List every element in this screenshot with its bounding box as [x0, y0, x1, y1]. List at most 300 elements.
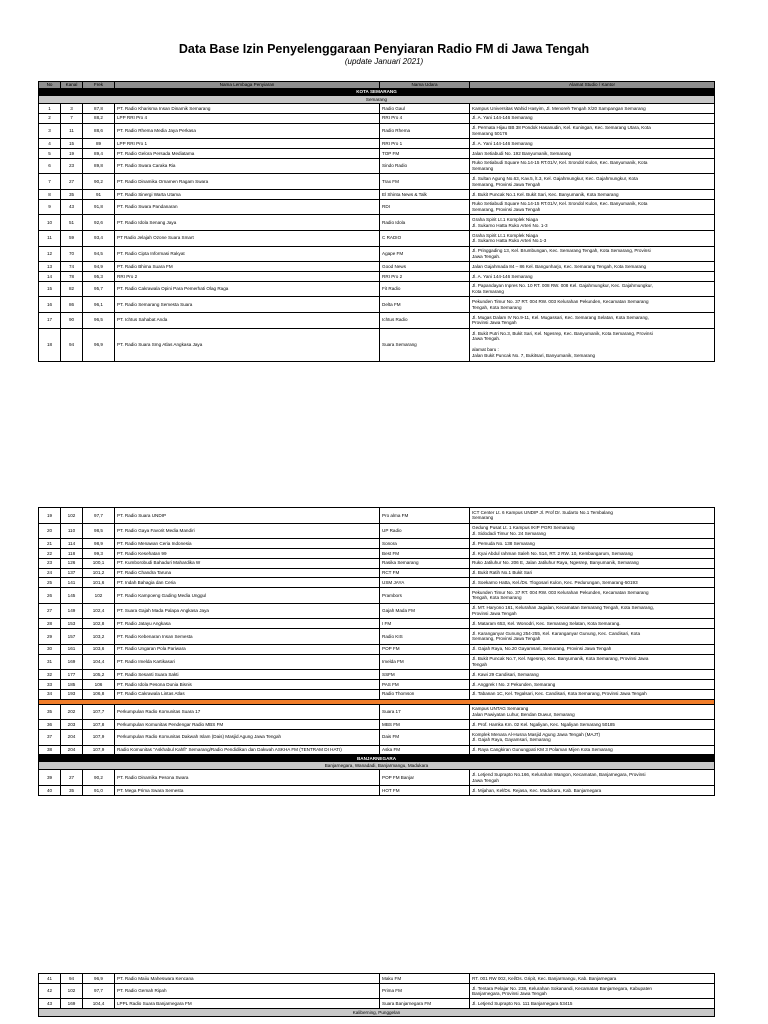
- address-line: Jl. MT. Haryono 161, Kelurahan Jagalan, Kecamatan Semarang Tengah, Kota Semarang,: [472, 605, 654, 611]
- cell-no: 21: [39, 539, 61, 549]
- address-line: Pekunden Timur No. 37 RT. 004 RW. 003 Kelurahan Pekunden, Kecamatan Semarang: [472, 589, 649, 595]
- cell-udara: Gajah Mada FM: [380, 603, 470, 619]
- table-row: [39, 974, 715, 984]
- address-line: Tengah, Kota Semarang: [472, 595, 522, 601]
- cell-udara: Ichtus Radio: [380, 312, 470, 328]
- address-line: Banjarnegara, Provinsi Jawa Tengah: [472, 991, 547, 997]
- cell-udara: RCT FM: [380, 568, 470, 578]
- cell-frek: 96,9: [83, 974, 115, 984]
- address-line: Jl. Kyai Abdul rahman Saleh No. 514, RT. 2 RW. 10, Kembangarum, Semarang: [472, 550, 633, 556]
- address-line: ICT Center Lt. 6 Kampus UNDIP Jl. Prof Dr. Sudarto No.1 Tembalang: [472, 509, 613, 515]
- cell-udara: Trax FM: [380, 174, 470, 190]
- cell-kanal: 149: [61, 603, 83, 619]
- cell-kanal: 86: [61, 297, 83, 313]
- address-line: Semarang, Provinsi Jawa Tengah: [472, 207, 541, 213]
- cell-nama: PT. Radio Ungaran Pola Pariwara: [115, 644, 380, 654]
- address-line: Semarang: [472, 166, 494, 172]
- table-row: [39, 548, 715, 558]
- address-line: Ruko Jatiluhur No. 206 E, Jalan Jatiluhur Raya, Ngesrep, Banyumanik, Semarang: [472, 560, 639, 566]
- cell-no: 8: [39, 189, 61, 199]
- address-line: Jl. Pemuda No. 138 Semarang: [472, 540, 535, 546]
- table-row: [39, 729, 715, 745]
- cell-nama: LPP RRI Pro 1: [115, 139, 380, 149]
- cell-frek: 93,4: [83, 230, 115, 246]
- table-row: [39, 199, 715, 215]
- address-line: Jl. Mijahan, Kel/Ds. Rejasa, Kec. Madukara, Kab. Banjarnegara: [472, 787, 602, 793]
- cell-nama: LPP RRI Pro 4: [115, 113, 380, 123]
- cell-udara: Good News: [380, 262, 470, 272]
- cell-udara: Radio Idola: [380, 215, 470, 231]
- section-row: [39, 89, 715, 96]
- table-row: [39, 215, 715, 231]
- address-line: Jawa Tengah.: [472, 253, 501, 259]
- cell-alamat: [470, 262, 715, 272]
- cell-frek: 102: [83, 588, 115, 604]
- cell-no: 20: [39, 523, 61, 539]
- address-line: Graha Spirit Lt.1 Komplek Niaga: [472, 217, 538, 223]
- address-line: Tengah, Kota Semarang: [472, 304, 522, 310]
- address-line: Jawa Tengah: [472, 777, 499, 783]
- address-line: Jl. Karanganyar Gunung 254-255, Kel. Karanganyar Gunung, Kec. Candisari, Kota: [472, 630, 641, 636]
- cell-nama: PT. Radio Swara Caraka Ria: [115, 158, 380, 174]
- table-row: [39, 654, 715, 670]
- cell-nama: PT. Radio Swara Pandanaran: [115, 199, 380, 215]
- cell-udara: Prima FM: [380, 983, 470, 999]
- cell-no: 14: [39, 271, 61, 281]
- cell-kanal: 202: [61, 704, 83, 720]
- address-line: Jl. A. Yani 144-146 Semarang: [472, 115, 533, 121]
- cell-frek: 88,2: [83, 113, 115, 123]
- cell-nama: PT. Radio Sesanti Suara Sakti: [115, 670, 380, 680]
- cell-frek: 102,8: [83, 619, 115, 629]
- address-line: Kampus Universitas Wahid Hasyim, Jl. Menoreh Tengah X/20 Sampangan Semarang: [472, 105, 646, 111]
- cell-alamat: [470, 770, 715, 786]
- address-line: Pekunden Timur No. 37 RT. 004 RW. 003 Kelurahan Pekunden, Kecamatan Semarang: [472, 299, 649, 305]
- cell-no: 1: [39, 104, 61, 114]
- cell-nama: PT. Radio Gemah Ripah: [115, 983, 380, 999]
- cell-kanal: 141: [61, 578, 83, 588]
- cell-frek: 96,9: [83, 328, 115, 361]
- cell-no: 29: [39, 629, 61, 645]
- address-line: Graha Spirit Lt.1 Komplek Niaga: [472, 232, 538, 238]
- cell-alamat: [470, 113, 715, 123]
- subsection-title: Semarang: [39, 96, 715, 104]
- cell-no: 39: [39, 770, 61, 786]
- address-line: Jl. Letjend Suprapto No. 111 Banjarnegara 53415: [472, 1000, 573, 1006]
- cell-frek: 97,7: [83, 508, 115, 524]
- cell-frek: 98,9: [83, 539, 115, 549]
- cell-no: 19: [39, 508, 61, 524]
- cell-nama: PT. Radio Idola Pesona Dunia Bisnis: [115, 679, 380, 689]
- cell-kanal: 27: [61, 770, 83, 786]
- cell-kanal: 102: [61, 983, 83, 999]
- cell-nama: PT. Suara Gajah Mada Palapa Angkasa Jaya: [115, 603, 380, 619]
- address-line: Jl. Bukit Ratih No.1 Bukit Sari: [472, 570, 532, 576]
- table-row: [39, 745, 715, 755]
- cell-kanal: 43: [61, 199, 83, 215]
- cell-nama: PT. Radio Suara UNDIP: [115, 508, 380, 524]
- cell-alamat: [470, 983, 715, 999]
- address-line: Semarang 50176: [472, 130, 508, 136]
- address-line: Jl. Bukit Putri No.3, Bukit Sari, Kel. Ngesrep, Kec. Banyumanik, Kota Semarang, Provinsi: [472, 330, 653, 336]
- cell-udara: El Shinta News & Talk: [380, 189, 470, 199]
- cell-kanal: 90: [61, 312, 83, 328]
- cell-frek: 95,3: [83, 271, 115, 281]
- section-title: KOTA SEMARANG: [39, 89, 715, 96]
- table-row: [39, 262, 715, 272]
- cell-no: 3: [39, 123, 61, 139]
- cell-alamat: [470, 629, 715, 645]
- address-line: Jl. Letjend Suprapto No.166, Kelurahan Wangon, Kecamatan, Banjarnegara, Provinsi: [472, 772, 646, 778]
- cell-kanal: 169: [61, 654, 83, 670]
- cell-nama: PT. Radio Cakrawala Opini Para Pemerhati Olag Raga: [115, 281, 380, 297]
- cell-nama: PT. Radio Jatayu Angkasa: [115, 619, 380, 629]
- cell-alamat: [470, 689, 715, 699]
- address-line: Jl. Sukarno Hatta Ruko Arteri No.1-3: [472, 238, 547, 244]
- address-line: Jl. Permata Hijau BB 38 Pondok Hasanudin, Kel. Kuningan, Kec. Semarang Utara, Kota: [472, 125, 651, 131]
- cell-no: 17: [39, 312, 61, 328]
- cell-no: 15: [39, 281, 61, 297]
- cell-kanal: 35: [61, 785, 83, 795]
- cell-udara: Suara Semarang: [380, 328, 470, 361]
- cell-no: 16: [39, 297, 61, 313]
- table-row: [39, 644, 715, 654]
- table-row: [39, 619, 715, 629]
- table-row: [39, 281, 715, 297]
- cell-nama: PT. Indah Bahagia dan Ceria: [115, 578, 380, 588]
- address-line: Jl. Anggrek I No. 2 Pekunden, Semarang: [472, 681, 556, 687]
- address-line: Jl. Sukarno Hatta Ruko Arteri No. 1-3: [472, 222, 548, 228]
- cell-udara: SSFM: [380, 670, 470, 680]
- address-line: Jl. Tentara Pelajar No. 238, Kelurahan Sokanandi, Kecamatan Banjarnegara, Kabupaten: [472, 985, 652, 991]
- cell-alamat: [470, 281, 715, 297]
- address-line: Provinsi Jawa Tengah: [472, 611, 517, 617]
- cell-udara: TOP FM: [380, 148, 470, 158]
- cell-udara: Agape FM: [380, 246, 470, 262]
- table-row: [39, 312, 715, 328]
- section-title: BANJARNEGARA: [39, 755, 715, 762]
- cell-nama: PT. Radio Dinamika Ornamen Ragam Swara: [115, 174, 380, 190]
- cell-udara: RRI Pro 4: [380, 113, 470, 123]
- cell-kanal: 110: [61, 523, 83, 539]
- cell-no: 41: [39, 974, 61, 984]
- address-line: Kampus UNTAG Semarang: [472, 706, 529, 712]
- subsection-title: Banjarnegara, Wanadadi, Banjarmangu, Madukara: [39, 762, 715, 770]
- cell-no: 18: [39, 328, 61, 361]
- cell-frek: 97,7: [83, 983, 115, 999]
- cell-alamat: [470, 139, 715, 149]
- cell-alamat: [470, 539, 715, 549]
- cell-nama: PT. Radio Menawan Ceria Indonesia: [115, 539, 380, 549]
- cell-udara: Aska FM: [380, 745, 470, 755]
- table-row: [39, 297, 715, 313]
- cell-kanal: 19: [61, 148, 83, 158]
- subsection-title: Kaliberning, Punggelan: [39, 1009, 715, 1017]
- cell-no: 33: [39, 679, 61, 689]
- cell-kanal: 185: [61, 679, 83, 689]
- section-row: [39, 755, 715, 762]
- address-line: Jalan Bukit Puncak No. 7, Bukitsari, Banyumanik, Semarang: [472, 352, 596, 358]
- table-row: [39, 271, 715, 281]
- address-line: Jl. Sidodadi Timur No. 24 Semarang: [472, 530, 546, 536]
- cell-nama: PT. Radio Dinamika Pesona Swara: [115, 770, 380, 786]
- cell-kanal: 82: [61, 281, 83, 297]
- cell-kanal: 137: [61, 568, 83, 578]
- table-row: [39, 148, 715, 158]
- cell-alamat: [470, 974, 715, 984]
- cell-frek: 91: [83, 189, 115, 199]
- cell-udara: Sindo Radio: [380, 158, 470, 174]
- cell-udara: Fit Radio: [380, 281, 470, 297]
- cell-alamat: [470, 720, 715, 730]
- cell-no: 32: [39, 670, 61, 680]
- cell-udara: Imelda FM: [380, 654, 470, 670]
- address-line: Jl. Soekarno Hatta, Kel./Ds. Tlogosari Kulon, Kec. Pedurungan, Semarang-50193: [472, 579, 638, 585]
- cell-nama: LPPL Radio Suara Banjarnegara FM: [115, 999, 380, 1009]
- cell-alamat: [470, 230, 715, 246]
- cell-alamat: [470, 999, 715, 1009]
- cell-no: 12: [39, 246, 61, 262]
- cell-nama: PT Radio Jelajah Ozone Suara Smart: [115, 230, 380, 246]
- cell-frek: 91,8: [83, 199, 115, 215]
- cell-frek: 92,6: [83, 215, 115, 231]
- cell-udara: PAS FM: [380, 679, 470, 689]
- cell-frek: 95,7: [83, 281, 115, 297]
- address-line: Provinsi Jawa Tengah: [472, 320, 517, 326]
- address-line: Ruko Setiabudi Square No.14-15 RT.01/V, Kel. Srondol Kulon, Kec. Banyumanik, Kota: [472, 160, 648, 166]
- cell-udara: Sonora: [380, 539, 470, 549]
- cell-frek: 90,2: [83, 174, 115, 190]
- cell-frek: 96,1: [83, 297, 115, 313]
- address-line: Jl. Sultan Agung No.63, Kav.5, lt.3, Kel. Gajahmungkur, Kec. Gajahmungkur, Kota: [472, 176, 638, 182]
- cell-alamat: [470, 603, 715, 619]
- table-row: [39, 158, 715, 174]
- cell-alamat: [470, 123, 715, 139]
- cell-frek: 106,8: [83, 689, 115, 699]
- cell-no: 7: [39, 174, 61, 190]
- table-row: [39, 770, 715, 786]
- cell-no: 36: [39, 720, 61, 730]
- table-row: [39, 704, 715, 720]
- table-row: [39, 603, 715, 619]
- cell-kanal: 145: [61, 588, 83, 604]
- cell-alamat: [470, 619, 715, 629]
- cell-nama: PT. Radio Maiiu Maheswara Kencana: [115, 974, 380, 984]
- cell-kanal: 153: [61, 619, 83, 629]
- cell-frek: 100,1: [83, 558, 115, 568]
- cell-alamat: [470, 174, 715, 190]
- cell-udara: MBS FM: [380, 720, 470, 730]
- cell-kanal: 204: [61, 729, 83, 745]
- header-alamat: Alamat Studio / Kantor: [470, 82, 715, 89]
- cell-kanal: 27: [61, 174, 83, 190]
- address-line: Jl. Gajah Raya, Gayamsari, Semarang: [472, 737, 551, 743]
- table-row: [39, 189, 715, 199]
- table-row: [39, 246, 715, 262]
- cell-udara: C RADIO: [380, 230, 470, 246]
- cell-nama: Radio Komunitas "Askhabul Kahfi" Semarang/Radio Pendidikan dan Dakwah ASKHA FM (TENTRAM DI HATI): [115, 745, 380, 755]
- cell-udara: RDI: [380, 199, 470, 215]
- cell-nama: PT. Radio Bhima Suara FM: [115, 262, 380, 272]
- radio-table-page3: [38, 973, 715, 1017]
- cell-frek: 104,4: [83, 654, 115, 670]
- table-row: [39, 539, 715, 549]
- cell-kanal: 204: [61, 745, 83, 755]
- subsection-row: [39, 762, 715, 770]
- cell-frek: 88,6: [83, 123, 115, 139]
- cell-no: 38: [39, 745, 61, 755]
- cell-no: 25: [39, 578, 61, 588]
- address-line: Komplek Menara Al-Husna Masjid Agung Jawa Tengah (MAJT): [472, 731, 601, 737]
- cell-no: 35: [39, 704, 61, 720]
- cell-nama: PT. Mega Prima Swara Semesta: [115, 785, 380, 795]
- document-title: Data Base Izin Penyelenggaraan Penyiaran Radio FM di Jawa Tengah: [178, 42, 590, 56]
- address-line: Jalan Gajahmada 84 – 86 Kel. Bangunharjo, Kec. Semarang Tengah, Kota Semarang: [472, 263, 647, 269]
- cell-kanal: 3: [61, 104, 83, 114]
- address-line: Jalan Setiabudi No. 192 Banyumanik, Semarang: [472, 150, 572, 156]
- cell-frek: 94,9: [83, 262, 115, 272]
- radio-table-page1: [38, 81, 715, 362]
- cell-kanal: 193: [61, 689, 83, 699]
- address-line: Jl. Prof. Hamka Km. 02 Kel. Ngaliyan, Kec. Ngaliyan Semarang 50185: [472, 721, 615, 727]
- table-row: [39, 523, 715, 539]
- address-line: Jl. Raya Cangkiran Gunungpati KM 3 Polaman Mijen Kota Semarang: [472, 747, 613, 753]
- table-row: [39, 113, 715, 123]
- table-row: [39, 578, 715, 588]
- cell-alamat: [470, 548, 715, 558]
- table-row: [39, 104, 715, 114]
- table-row: [39, 588, 715, 604]
- cell-frek: 89: [83, 139, 115, 149]
- cell-udara: Prambors: [380, 588, 470, 604]
- cell-alamat: [470, 508, 715, 524]
- table-row: [39, 670, 715, 680]
- cell-frek: 87,8: [83, 104, 115, 114]
- address-line: Semarang, Provinsi Jawa Tengah: [472, 636, 541, 642]
- cell-frek: 107,9: [83, 745, 115, 755]
- address-line: RT. 001 RW 002, Kel/Ds. Gripit, Kec. Banjarmangu, Kab. Banjarnegara: [472, 975, 617, 981]
- cell-alamat: [470, 215, 715, 231]
- address-line: Semarang: [472, 515, 494, 521]
- address-line: Jl. Bukit Puncak No.7, Kel. Ngesrep, Kec. Banyumanik, Kota Semarang, Provinsi Jawa: [472, 656, 649, 662]
- cell-nama: PT. Radio Kebenaran Insan Semesta: [115, 629, 380, 645]
- cell-udara: Dais FM: [380, 729, 470, 745]
- cell-no: 4: [39, 139, 61, 149]
- cell-kanal: 74: [61, 262, 83, 272]
- cell-alamat: [470, 729, 715, 745]
- cell-alamat: [470, 312, 715, 328]
- cell-kanal: 70: [61, 246, 83, 262]
- cell-no: 28: [39, 619, 61, 629]
- table-row: [39, 123, 715, 139]
- cell-alamat: [470, 158, 715, 174]
- cell-alamat: [470, 785, 715, 795]
- subsection-row: [39, 1009, 715, 1017]
- address-line: Jl. Tabanan 1C, Kel. Tegalsari, Kec. Candisari, Kota Semarang, Provinsi Jawa Tengah: [472, 691, 647, 697]
- cell-udara: Maku FM: [380, 974, 470, 984]
- cell-kanal: 51: [61, 215, 83, 231]
- cell-alamat: [470, 189, 715, 199]
- cell-no: 11: [39, 230, 61, 246]
- cell-frek: 90,2: [83, 770, 115, 786]
- cell-no: 9: [39, 199, 61, 215]
- cell-nama: PT. Radio Idola Senang Jaya: [115, 215, 380, 231]
- cell-kanal: 23: [61, 158, 83, 174]
- cell-alamat: [470, 679, 715, 689]
- table-row: [39, 230, 715, 246]
- header-kanal: Kanal: [61, 82, 83, 89]
- cell-frek: 101,6: [83, 578, 115, 588]
- cell-nama: PT. Radio Sinergi Warta Utama: [115, 189, 380, 199]
- cell-no: 6: [39, 158, 61, 174]
- cell-alamat: [470, 199, 715, 215]
- cell-no: 23: [39, 558, 61, 568]
- cell-udara: Radio KIS: [380, 629, 470, 645]
- cell-alamat: [470, 588, 715, 604]
- cell-kanal: 118: [61, 548, 83, 558]
- cell-frek: 91,0: [83, 785, 115, 795]
- cell-nama: PT. Kumborobudi Bahaduri Mahardika W: [115, 558, 380, 568]
- table-row: [39, 785, 715, 795]
- cell-kanal: 94: [61, 974, 83, 984]
- cell-udara: POP FM Banjar: [380, 770, 470, 786]
- address-line: Jl. Kawi 29 Candisari, Semarang: [472, 671, 539, 677]
- table-row: [39, 629, 715, 645]
- cell-kanal: 11: [61, 123, 83, 139]
- subsection-row: [39, 96, 715, 104]
- cell-udara: Suara Banjarnegara FM: [380, 999, 470, 1009]
- cell-nama: PT. Radio Cipta Informasi Rakyat: [115, 246, 380, 262]
- address-line: Jalan Pawiyatan Luhur, Bendan Duwur, Semarang: [472, 711, 575, 717]
- cell-frek: 89,8: [83, 158, 115, 174]
- cell-frek: 103,2: [83, 629, 115, 645]
- cell-kanal: 126: [61, 558, 83, 568]
- cell-alamat: [470, 523, 715, 539]
- cell-alamat: [470, 328, 715, 361]
- cell-udara: HOT FM: [380, 785, 470, 795]
- cell-alamat: [470, 104, 715, 114]
- cell-nama: PT. Radio Imelda Kartikasari: [115, 654, 380, 670]
- cell-no: 5: [39, 148, 61, 158]
- address-line: Semarang, Provinsi Jawa Tengah: [472, 181, 541, 187]
- cell-udara: RRI Pro 2: [380, 271, 470, 281]
- cell-frek: 89,4: [83, 148, 115, 158]
- cell-frek: 107,9: [83, 729, 115, 745]
- cell-alamat: [470, 271, 715, 281]
- address-line: Jl. Mugas Dalam IV No.9-11, Kel. Mugassari, Kec. Semarang Selatan, Kota Semarang,: [472, 314, 649, 320]
- address-line: Gedung Pusat Lt. 1 Kampus IKIP PGRI Semarang: [472, 525, 575, 531]
- table-row: [39, 720, 715, 730]
- cell-udara: Delta FM: [380, 297, 470, 313]
- address-line: Jl. Bukit Puncak No.1 Kel. Bukit Sari, Kec. Banyumanik, Kota Semarang: [472, 191, 619, 197]
- cell-kanal: 203: [61, 720, 83, 730]
- cell-no: 31: [39, 654, 61, 670]
- table-row: [39, 999, 715, 1009]
- cell-nama: Perkumpulan Radio Komunitas Dakwah Islam (Dais) Masjid Agung Jawa Tengah: [115, 729, 380, 745]
- cell-nama: PT. Radio Gaya Favorit Media Mandiri: [115, 523, 380, 539]
- cell-kanal: 15: [61, 139, 83, 149]
- cell-no: 2: [39, 113, 61, 123]
- cell-kanal: 35: [61, 189, 83, 199]
- cell-alamat: [470, 568, 715, 578]
- address-line: Ruko Setiabudi Square No.14-15 RT.01/V, Kel. Srondol Kulon, Kec. Banyumanik, Kota: [472, 201, 648, 207]
- cell-frek: 107,7: [83, 704, 115, 720]
- document-subtitle: (update Januari 2021): [344, 57, 424, 66]
- table-row: [39, 558, 715, 568]
- cell-udara: Rasika Semarang: [380, 558, 470, 568]
- address-line: alamat baru :: [472, 347, 499, 353]
- cell-kanal: 157: [61, 629, 83, 645]
